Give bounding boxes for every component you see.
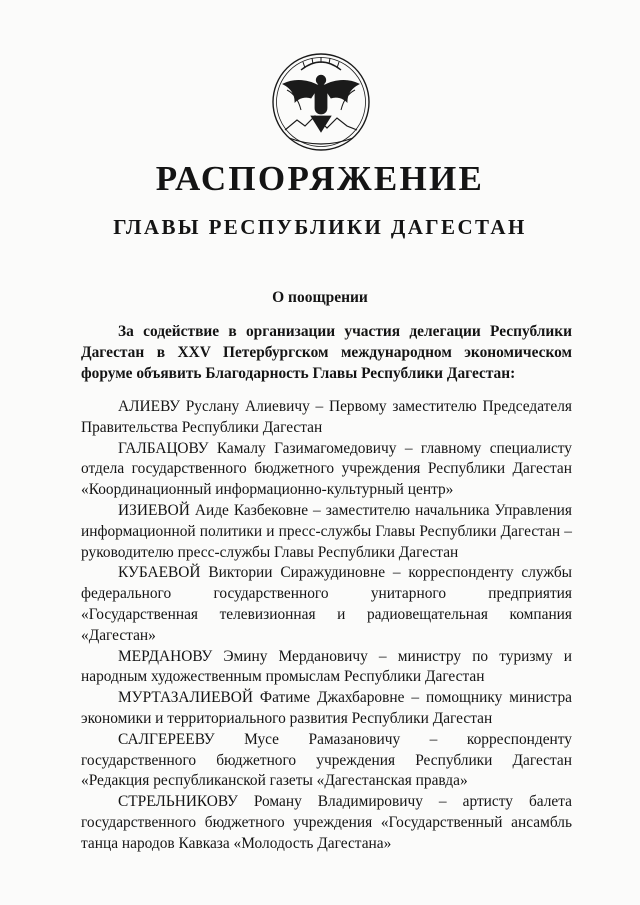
awardee-paragraph (81, 688, 572, 730)
awardee-surname: СТРЕЛЬНИКОВУ (118, 793, 238, 811)
intro-paragraph (81, 322, 572, 384)
document-subject: О поощрении (272, 289, 368, 306)
awardee-paragraph (81, 730, 572, 792)
document-issuer: ГЛАВЫ РЕСПУБЛИКИ ДАГЕСТАН (113, 215, 527, 239)
awardee-details: Руслану Алиевичу – Первому заместителю Председателя Правительства Республики Дагестан (81, 398, 572, 436)
awardee-details: Камалу Газимагомедовичу – главному специалисту отдела государственного бюджетного учреждения Республики Дагестан «Координационный информационно-культурный центр» (81, 439, 572, 499)
awardees-list (81, 397, 572, 855)
awardee-details: Фатиме Джахбаровне – помощнику министра экономики и территориального развития Республики Дагестан (81, 689, 572, 727)
intro-text: За содействие в организации участия делегации Республики Дагестан в XXV Петербургском международном экономическом форуме объявить Благодарность Главы Республики Дагестан: (81, 323, 572, 382)
awardee-paragraph (81, 501, 572, 563)
awardee-paragraph (81, 397, 572, 439)
awardee-details: Эмину Мердановичу – министру по туризму и народным художественным промыслам Республики Дагестан (81, 647, 572, 686)
awardee-surname: ИЗИЕВОЙ (118, 501, 190, 519)
awardee-paragraph (81, 439, 572, 501)
awardee-surname: МЕРДАНОВУ (118, 647, 213, 665)
awardee-details: Роману Владимировичу – артисту балета государственного бюджетного учреждения «Государственный ансамбль танца народов Кавказа «Молодость Дагестана» (81, 793, 572, 852)
awardee-details: Аиде Казбековне – заместителю начальника Управления информационной политики и пресс-службы Главы Республики Дагестан – руководителю пресс-службы Главы Республики Дагестан (81, 501, 572, 561)
awardee-surname: МУРТАЗАЛИЕВОЙ (118, 689, 253, 707)
awardee-paragraph (81, 647, 572, 689)
awardee-paragraph (81, 792, 572, 854)
awardee-details: Мусе Рамазановичу – корреспонденту государственного бюджетного учреждения Республики Дагестан «Редакция республиканской газеты «Дагестанская правда» (81, 730, 572, 790)
awardee-surname: САЛГЕРЕЕВУ (118, 730, 215, 748)
awardee-paragraph (81, 563, 572, 646)
document-type-title: РАСПОРЯЖЕНИЕ (155, 159, 485, 198)
awardee-surname: КУБАЕВОЙ (118, 564, 201, 582)
coat-of-arms-eagle-icon (265, 50, 377, 154)
awardee-surname: ГАЛБАЦОВУ (118, 439, 209, 457)
awardee-surname: АЛИЕВУ (118, 398, 180, 415)
awardee-details: Виктории Сиражудиновне – корреспонденту службы федерального государственного унитарного предприятия «Государственная телевизионная и радиовещательная компания «Дагестан» (81, 564, 572, 644)
